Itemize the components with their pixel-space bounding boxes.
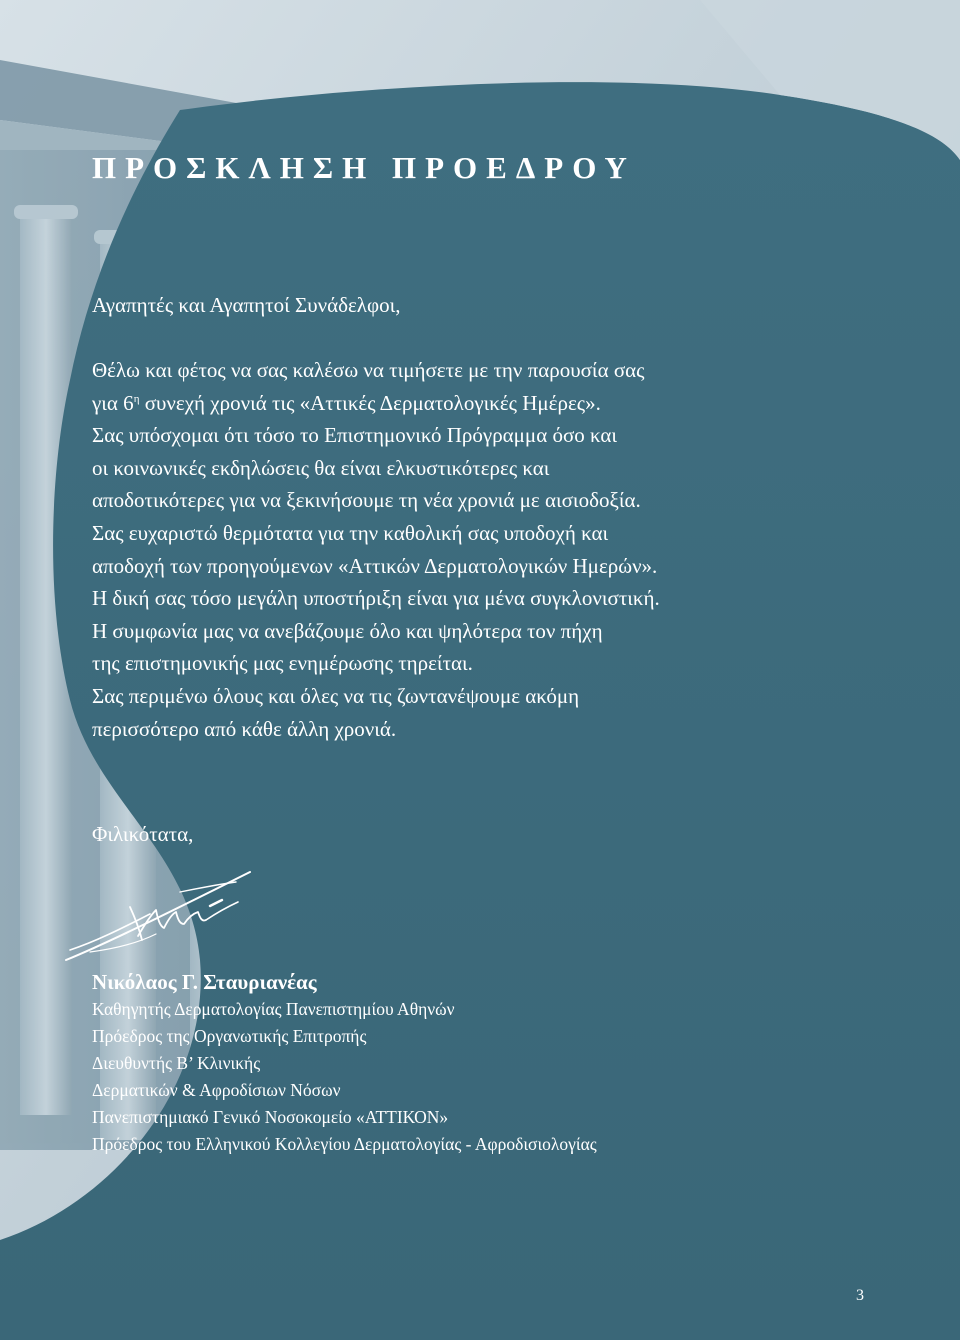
body-line: Σας υπόσχομαι ότι τόσο το Επιστημονικό Πρόγραμμα όσο και [92, 423, 618, 448]
body-line: οι κοινωνικές εκδηλώσεις θα είναι ελκυστικότερες και [92, 455, 550, 480]
sender-title-line: Πανεπιστημιακό Γενικό Νοσοκομείο «ΑΤΤΙΚΟΝ» [92, 1107, 449, 1127]
closing: Φιλικότατα, [92, 822, 194, 846]
letter-body [92, 354, 660, 745]
body-line: της επιστημονικής μας ενημέρωσης τηρείται. [92, 651, 473, 676]
signature [60, 862, 300, 972]
body-line: Η δική σας τόσο μεγάλη υποστήριξη είναι για μένα συγκλονιστική. [92, 586, 660, 611]
sender-title-line: Καθηγητής Δερματολογίας Πανεπιστημίου Αθηνών [92, 999, 455, 1019]
sender-title-line: Διευθυντής Β’ Κλινικής [92, 1053, 261, 1073]
body-line: περισσότερο από κάθε άλλη χρονιά. [92, 716, 397, 741]
body-line [92, 387, 660, 420]
body-line: Θέλω και φέτος να σας καλέσω να τιμήσετε με την παρουσία σας [92, 358, 645, 382]
greeting: Αγαπητές και Αγαπητοί Συνάδελφοι, [92, 293, 401, 317]
sender-titles [92, 996, 597, 1158]
body-line-rest: συνεχή χρονιά τις «Αττικές Δερματολογικές Ημέρες». [139, 390, 601, 415]
sender-title-line: Πρόεδρος του Ελληνικού Κολλεγίου Δερματολογίας - Αφροδισιολογίας [92, 1134, 597, 1154]
page-title: ΠΡΟΣΚΛΗΣΗ ΠΡΟΕΔΡΟΥ [92, 150, 636, 185]
sender-title-line: Δερματικών & Αφροδίσιων Νόσων [92, 1080, 341, 1100]
body-line: αποδοτικότερες για να ξεκινήσουμε τη νέα χρονιά με αισιοδοξία. [92, 488, 641, 513]
sender-name: Νικόλαος Γ. Σταυριανέας [92, 970, 317, 994]
ordinal-superscript: η [133, 392, 140, 405]
body-line: Η συμφωνία μας να ανεβάζουμε όλο και ψηλότερα τον πήχη [92, 618, 603, 643]
body-line: αποδοχή των προηγούμενων «Αττικών Δερματολογικών Ημερών». [92, 553, 658, 578]
body-line: Σας περιμένω όλους και όλες να τις ζωντανέψουμε ακόμη [92, 683, 580, 708]
page-number: 3 [856, 1287, 864, 1304]
body-line-prefix: για 6 [92, 390, 134, 415]
body-line: Σας ευχαριστώ θερμότατα για την καθολική σας υποδοχή και [92, 520, 609, 545]
sender-title-line: Πρόεδρος της Οργανωτικής Επιτροπής [92, 1026, 367, 1046]
